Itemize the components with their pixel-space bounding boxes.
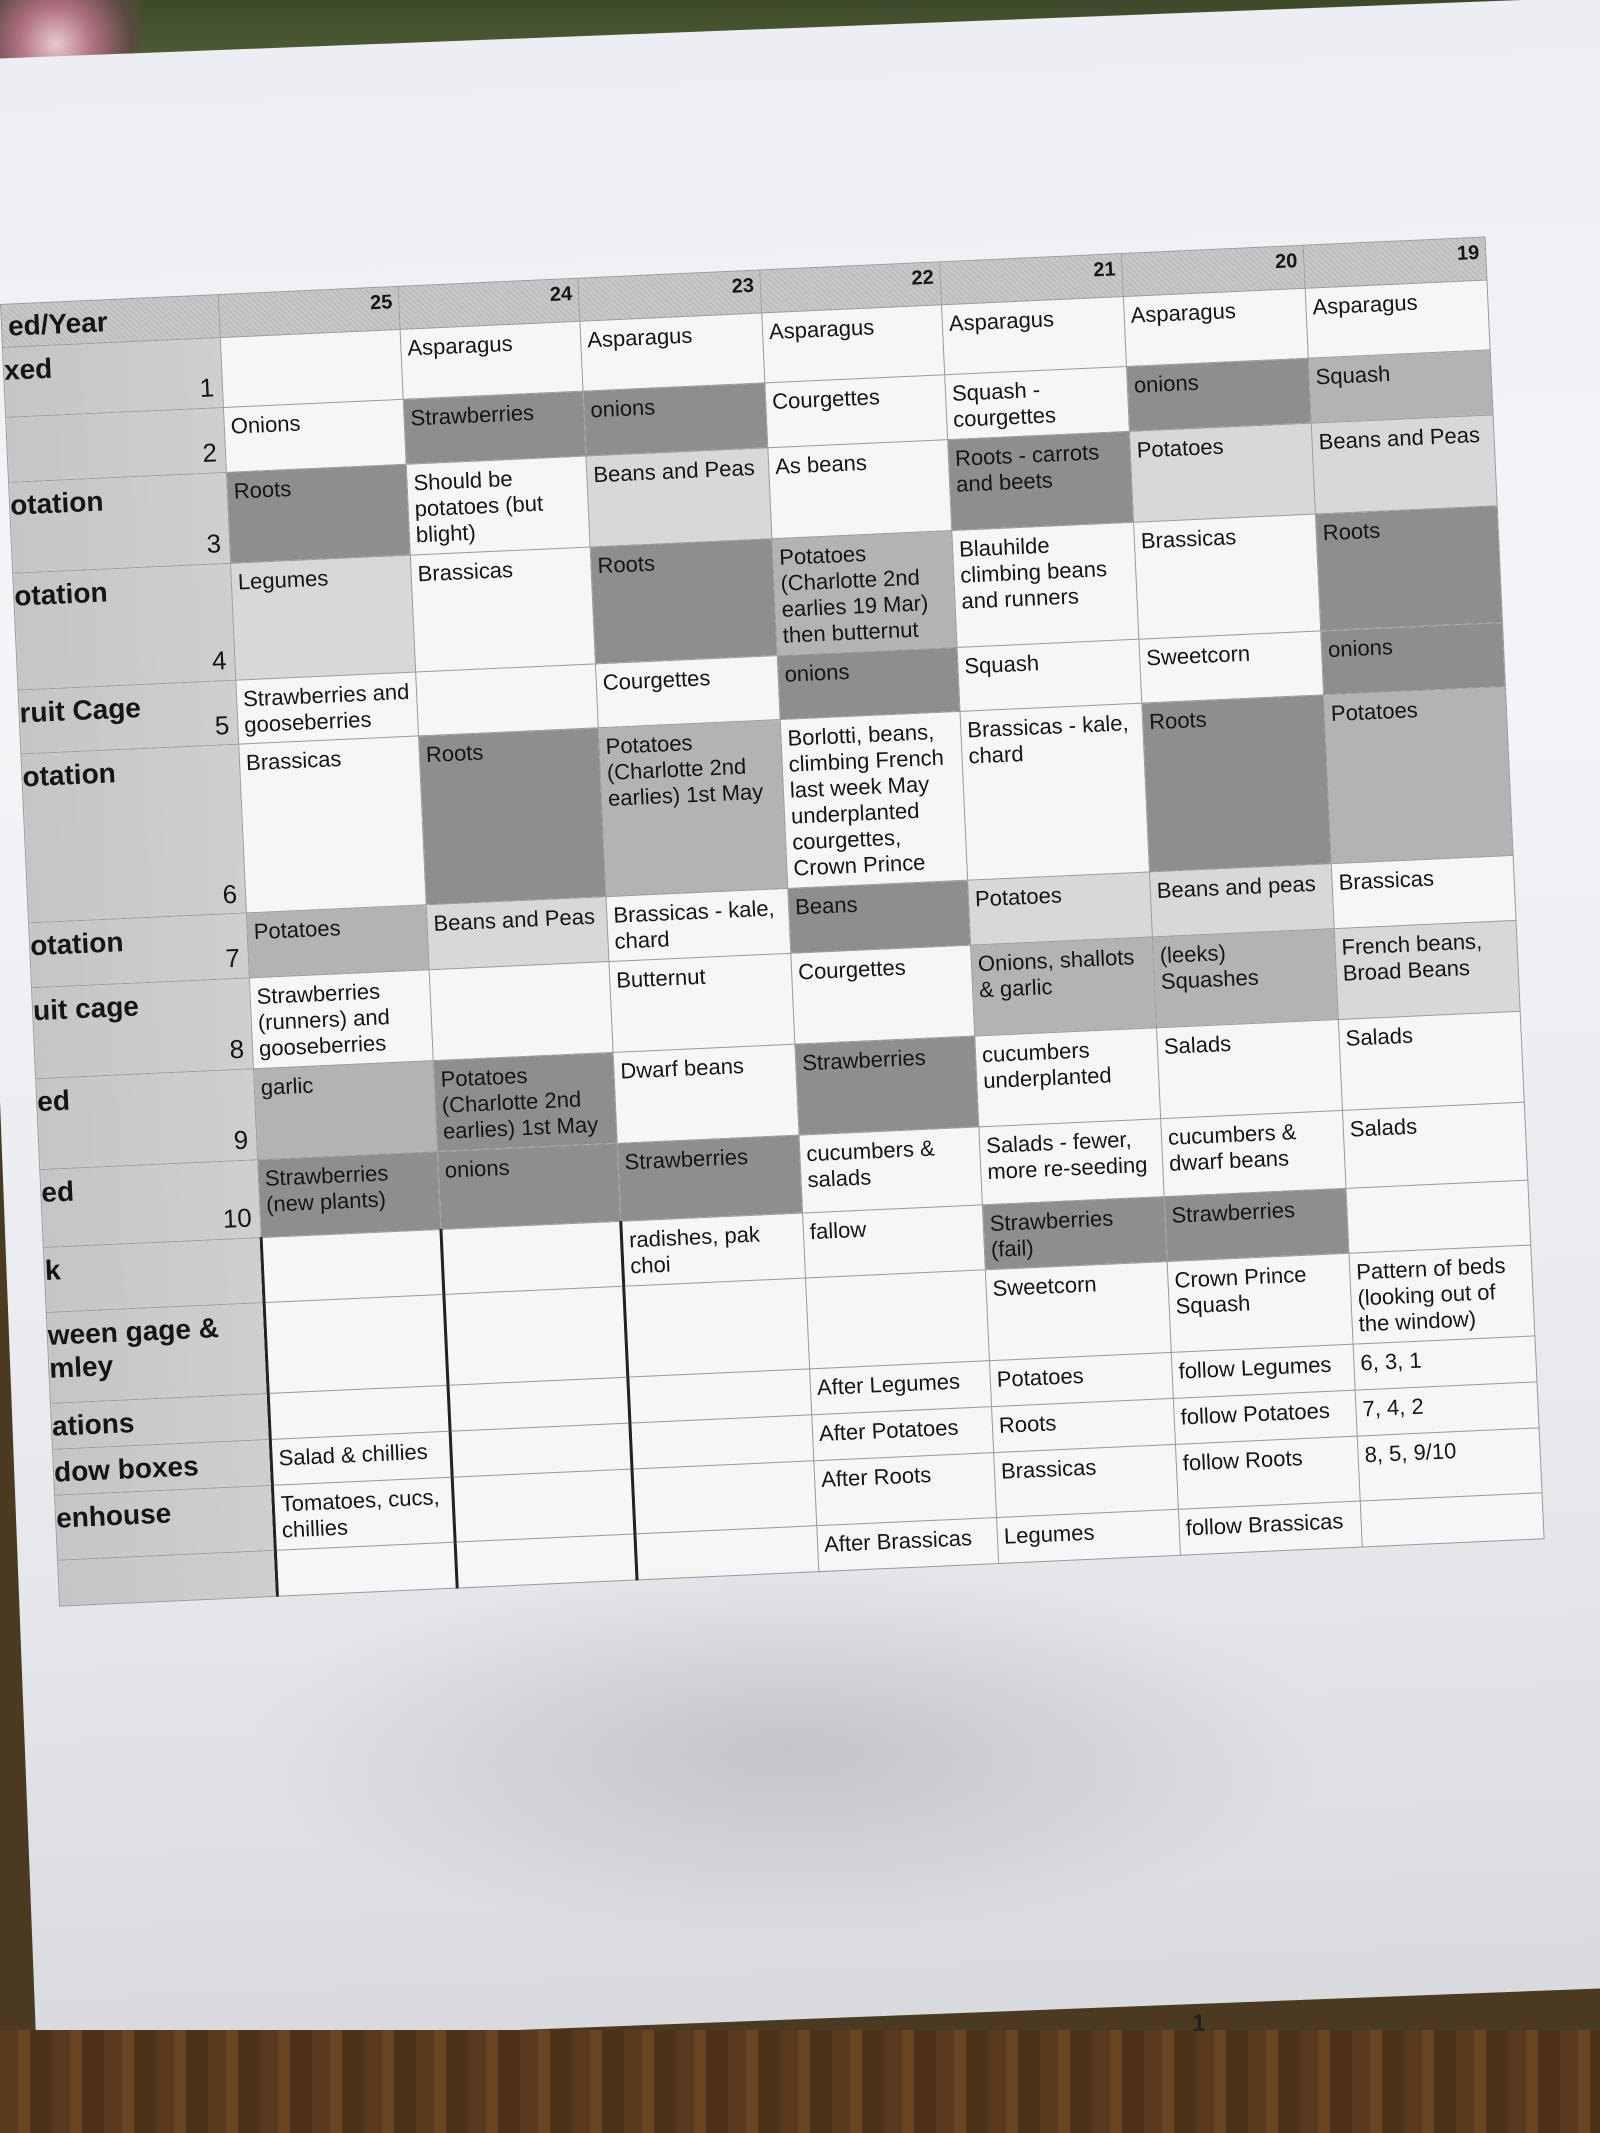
crop-cell: Salad & chillies (270, 1431, 452, 1485)
bed-number: 3 (205, 528, 222, 559)
bed-name: uit cage (32, 990, 140, 1027)
bed-label-cell (46, 1302, 268, 1403)
year-header-cell: 22 (760, 262, 942, 313)
crop-cell: follow Roots (1175, 1436, 1360, 1509)
crop-cell: Salads (1338, 1011, 1524, 1110)
crop-cell: Courgettes (595, 655, 780, 728)
crop-cell: Squash (957, 639, 1142, 712)
year-header-cell: 23 (578, 270, 762, 321)
crop-cell: Potatoes (989, 1352, 1173, 1406)
crop-cell: 7, 4, 2 (1355, 1382, 1539, 1436)
crop-cell: Should be potatoes (but blight) (406, 456, 590, 555)
crop-cell (1360, 1492, 1544, 1546)
bed-name (6, 414, 217, 424)
crop-cell: After Potatoes (812, 1406, 994, 1460)
crop-cell: 8, 5, 9/10 (1357, 1427, 1542, 1500)
crop-cell: Roots (1315, 506, 1502, 631)
crop-cell: Strawberries (1164, 1188, 1349, 1261)
bed-number: 2 (201, 437, 218, 469)
crop-cell: Roots (992, 1398, 1176, 1452)
crop-cell: Strawberries (403, 391, 586, 464)
bed-number: 8 (228, 1034, 245, 1065)
crop-cell: Potatoes (1324, 687, 1513, 864)
crop-rotation-table (0, 237, 1545, 1607)
crop-cell: Strawberries (fail) (982, 1196, 1167, 1269)
year-header-cell: 25 (218, 286, 400, 337)
bed-number: 7 (224, 943, 241, 974)
bed-name: enhouse (55, 1497, 172, 1534)
crop-cell (264, 1294, 448, 1393)
bed-name: otation (9, 485, 105, 521)
crop-cell: Roots (419, 728, 606, 905)
crop-cell: Brassicas (239, 736, 426, 913)
crop-cell: fallow (803, 1205, 986, 1278)
crop-cell: Salads (1157, 1019, 1343, 1118)
bed-name: k (44, 1254, 62, 1286)
crop-cell: Brassicas (1331, 856, 1516, 929)
crop-cell (1346, 1180, 1531, 1253)
crop-cell: Asparagus (762, 305, 945, 383)
crop-cell: Borlotti, beans, climbing French last week May underplanted courgettes, Crown Prince (780, 712, 967, 889)
crop-cell: Sweetcorn (1139, 631, 1324, 704)
crop-cell: Dwarf beans (613, 1044, 799, 1143)
crop-cell: As beans (768, 440, 952, 539)
year-header-cell: 21 (940, 254, 1124, 305)
crop-cell: Potatoes (246, 905, 429, 978)
crop-cell: Asparagus (1123, 288, 1308, 366)
bed-label-cell (9, 472, 231, 573)
crop-cell (455, 1534, 637, 1588)
crop-cell: Strawberries (617, 1135, 802, 1221)
bed-label-cell (21, 745, 246, 923)
crop-cell (624, 1278, 810, 1377)
crop-cell: follow Legumes (1171, 1344, 1355, 1398)
crop-cell: French beans, Broad Beans (1334, 920, 1520, 1019)
bed-name: ed (40, 1175, 75, 1208)
crop-cell: Crown Prince Squash (1167, 1253, 1353, 1352)
crop-cell: Brassicas (994, 1444, 1179, 1517)
bed-label-cell (40, 1160, 261, 1248)
rotation-table-sheet (0, 237, 1545, 1607)
crop-cell (220, 329, 403, 407)
crop-cell: Beans (788, 880, 971, 953)
crop-cell: (leeks) Squashes (1152, 929, 1338, 1028)
bed-year-header: ed/Year (1, 295, 221, 348)
crop-cell: Potatoes (1129, 423, 1315, 522)
crop-cell: onions (583, 383, 768, 456)
bed-number: 6 (221, 878, 238, 910)
crop-cell: cucumbers underplanted (975, 1028, 1161, 1127)
crop-cell: Potatoes (Charlotte 2nd earlies) 1st May (433, 1052, 617, 1151)
crop-cell: Tomatoes, cucs, chillies (272, 1477, 455, 1550)
crop-cell: 6, 3, 1 (1353, 1336, 1537, 1390)
crop-cell: Courgettes (791, 945, 975, 1044)
crop-cell: onions (1321, 622, 1506, 695)
crop-cell: Pattern of beds (looking out of the window) (1349, 1245, 1535, 1344)
bed-label-cell (13, 563, 236, 690)
bed-name (58, 1557, 268, 1567)
crop-cell: Brassicas - kale, chard (960, 704, 1149, 881)
bed-name: ations (51, 1406, 136, 1442)
crop-cell (444, 1286, 628, 1385)
crop-cell: Legumes (230, 555, 415, 680)
crop-cell: Sweetcorn (985, 1261, 1171, 1360)
bed-name: otation (29, 926, 125, 962)
crop-cell: Squash (1308, 350, 1493, 423)
crop-cell: Potatoes (Charlotte 2nd earlies) 1st May (598, 720, 787, 897)
bed-label-cell (6, 407, 227, 482)
crop-cell: onions (437, 1143, 620, 1229)
crop-cell (452, 1469, 635, 1542)
bed-name: otation (13, 576, 109, 612)
bed-name: ed (36, 1084, 71, 1118)
bed-number: 10 (222, 1202, 253, 1234)
crop-cell: Roots (590, 538, 777, 663)
crop-cell (441, 1221, 624, 1294)
crop-cell: cucumbers & salads (799, 1127, 982, 1213)
crop-cell (628, 1368, 812, 1422)
crop-cell: Asparagus (580, 313, 765, 391)
crop-cell (448, 1377, 630, 1431)
crop-cell: After Roots (814, 1452, 997, 1525)
bed-name: otation (21, 757, 117, 793)
crop-cell: Beans and Peas (426, 897, 609, 970)
crop-cell: Brassicas (410, 547, 595, 672)
crop-cell: Strawberries (795, 1036, 979, 1135)
crop-cell: After Legumes (810, 1360, 992, 1414)
crop-cell: Asparagus (400, 321, 583, 399)
crop-cell: Asparagus (1305, 280, 1490, 358)
crop-cell: Salads - fewer, more re-seeding (979, 1119, 1164, 1205)
year-header-cell: 19 (1303, 237, 1487, 288)
crop-cell (632, 1460, 817, 1533)
crop-cell: follow Brassicas (1178, 1501, 1362, 1555)
crop-cell (630, 1414, 814, 1468)
crop-cell: Roots (1142, 695, 1331, 872)
crop-cell: Beans and peas (1149, 864, 1334, 937)
crop-cell (261, 1229, 444, 1302)
crop-cell (635, 1525, 819, 1579)
crop-cell (450, 1423, 632, 1477)
crop-cell (429, 962, 613, 1061)
crop-cell: onions (777, 647, 960, 720)
crop-cell: Brassicas - kale, chard (606, 889, 791, 962)
crop-cell (805, 1270, 989, 1369)
bed-name: dow boxes (53, 1449, 200, 1488)
bed-label-cell (55, 1485, 276, 1560)
bed-label-cell (36, 1069, 258, 1170)
crop-cell: follow Potatoes (1173, 1390, 1357, 1444)
crop-cell: Brassicas (1134, 514, 1321, 639)
year-header-cell: 20 (1121, 245, 1305, 296)
bed-label-cell (2, 338, 223, 418)
crop-cell: Onions (223, 399, 406, 472)
bed-name: ween gage & mley (47, 1311, 220, 1384)
year-header-cell: 24 (398, 278, 580, 329)
crop-cell: Roots (226, 464, 410, 563)
crop-cell (275, 1542, 457, 1596)
bed-number: 1 (198, 372, 215, 404)
crop-cell: Legumes (997, 1509, 1181, 1563)
bed-label-cell (18, 680, 239, 755)
crop-cell: Courgettes (765, 375, 948, 448)
crop-cell: Salads (1342, 1102, 1527, 1188)
bed-name: xed (3, 352, 53, 386)
crop-cell: Asparagus (942, 297, 1127, 375)
wooden-table (0, 2030, 1600, 2133)
crop-cell: Onions, shallots & garlic (971, 937, 1157, 1036)
bed-number: 5 (214, 709, 231, 741)
crop-cell (416, 663, 599, 736)
bed-label-cell (58, 1550, 278, 1606)
crop-cell (268, 1385, 450, 1439)
bed-number: 9 (233, 1124, 249, 1156)
crop-cell: radishes, pak choi (621, 1213, 806, 1286)
bed-label-cell (43, 1237, 264, 1312)
crop-cell: Potatoes (968, 872, 1153, 945)
bed-number: 4 (211, 645, 228, 676)
crop-cell: Blauhilde climbing beans and runners (952, 522, 1139, 647)
page-number: 1 (1192, 2010, 1206, 2037)
crop-cell: Beans and Peas (1311, 415, 1497, 514)
crop-cell: garlic (253, 1061, 437, 1160)
crop-cell: Strawberries (new plants) (258, 1151, 441, 1237)
crop-cell: Strawberries (runners) and gooseberries (249, 970, 433, 1069)
bed-label-cell (29, 913, 250, 988)
crop-cell: After Brassicas (817, 1517, 999, 1571)
crop-cell: Squash - courgettes (945, 366, 1130, 439)
crop-cell: Potatoes (Charlotte 2nd earlies 19 Mar) then butternut (772, 530, 957, 655)
crop-cell: Roots - carrots and beets (948, 431, 1134, 530)
bed-label-cell (32, 978, 254, 1079)
crop-cell: cucumbers & dwarf beans (1161, 1110, 1346, 1196)
crop-cell: Beans and Peas (586, 448, 772, 547)
crop-cell: Strawberries and gooseberries (236, 672, 419, 745)
bed-name: ruit Cage (18, 691, 142, 729)
crop-cell: Butternut (609, 953, 795, 1052)
crop-cell: onions (1126, 358, 1311, 431)
